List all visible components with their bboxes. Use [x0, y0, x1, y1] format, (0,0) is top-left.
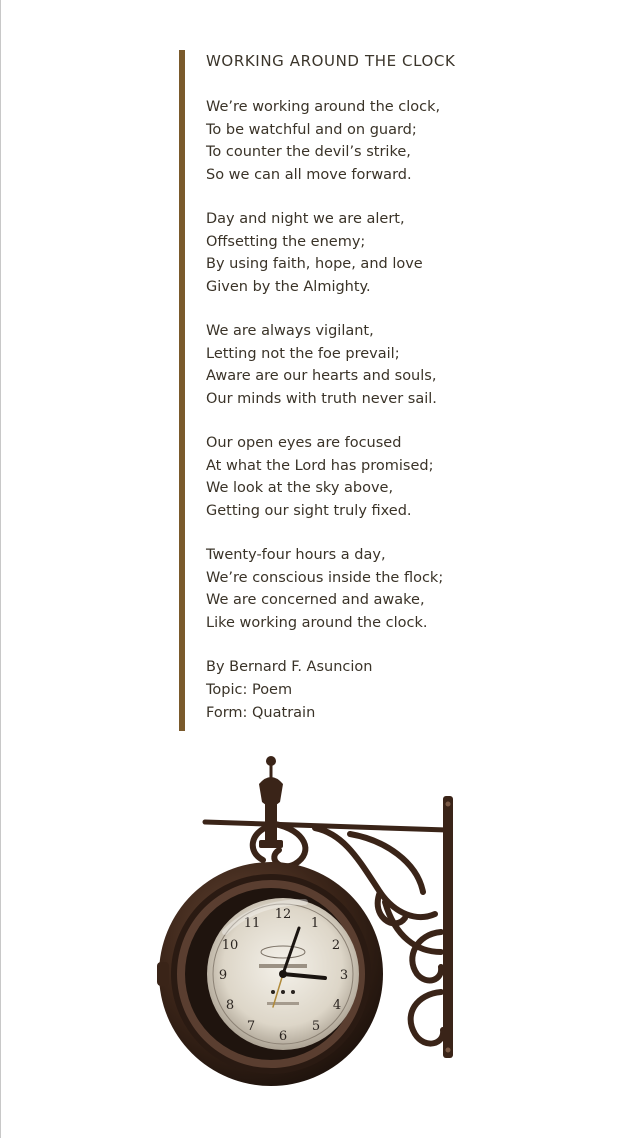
poem-line: Twenty-four hours a day,: [206, 547, 386, 563]
svg-text:9: 9: [218, 968, 228, 983]
form-line: Form: Quatrain: [206, 705, 316, 721]
poem-meta: [206, 656, 626, 725]
poem-line: We are always vigilant,: [206, 323, 374, 339]
stanza-3: [206, 320, 626, 410]
poem-line: Offsetting the enemy;: [206, 233, 366, 250]
stanza-2: [206, 208, 626, 298]
poem-block: [206, 52, 626, 725]
stanza-1: [206, 96, 626, 186]
clock-illustration: [155, 752, 465, 1092]
poem-line: By using faith, hope, and love: [206, 256, 423, 272]
svg-text:11: 11: [243, 916, 261, 931]
svg-text:5: 5: [311, 1019, 321, 1034]
poem-line: So we can all move forward.: [206, 166, 412, 183]
poem-line: Aware are our hearts and souls,: [206, 368, 437, 384]
poem-line: Letting not the foe prevail;: [206, 345, 400, 362]
svg-text:2: 2: [331, 938, 341, 953]
author-line: By Bernard F. Asuncion: [206, 659, 373, 675]
poem-line: Given by the Almighty.: [206, 278, 371, 295]
poem-line: Our minds with truth never sail.: [206, 390, 437, 407]
svg-text:7: 7: [246, 1019, 256, 1034]
svg-text:8: 8: [225, 998, 235, 1013]
clock-icon: [155, 752, 465, 1092]
stanza-5: [206, 544, 626, 634]
poem-line: Like working around the clock.: [206, 614, 428, 631]
poem-line: Getting our sight truly fixed.: [206, 502, 412, 519]
svg-text:1: 1: [310, 916, 320, 931]
accent-bar: [179, 50, 185, 731]
poem-line: We look at the sky above,: [206, 480, 394, 496]
poem-line: We are concerned and awake,: [206, 592, 425, 608]
poem-line: We’re working around the clock,: [206, 99, 441, 115]
svg-text:3: 3: [339, 968, 349, 983]
poem-title: WORKING AROUND THE CLOCK: [206, 52, 456, 70]
topic-line: Topic: Poem: [206, 682, 293, 698]
poem-line: We’re conscious inside the flock;: [206, 569, 444, 586]
poem-line: Our open eyes are focused: [206, 435, 402, 451]
poem-line: At what the Lord has promised;: [206, 457, 434, 474]
poem-line: To be watchful and on guard;: [206, 121, 417, 138]
stanza-4: [206, 432, 626, 522]
svg-text:6: 6: [278, 1029, 288, 1044]
svg-text:12: 12: [274, 907, 292, 922]
page-edge-line: [0, 0, 1, 1138]
svg-text:10: 10: [221, 938, 239, 953]
svg-text:4: 4: [332, 998, 342, 1013]
poem-line: To counter the devil’s strike,: [206, 144, 411, 160]
poem-line: Day and night we are alert,: [206, 211, 405, 227]
